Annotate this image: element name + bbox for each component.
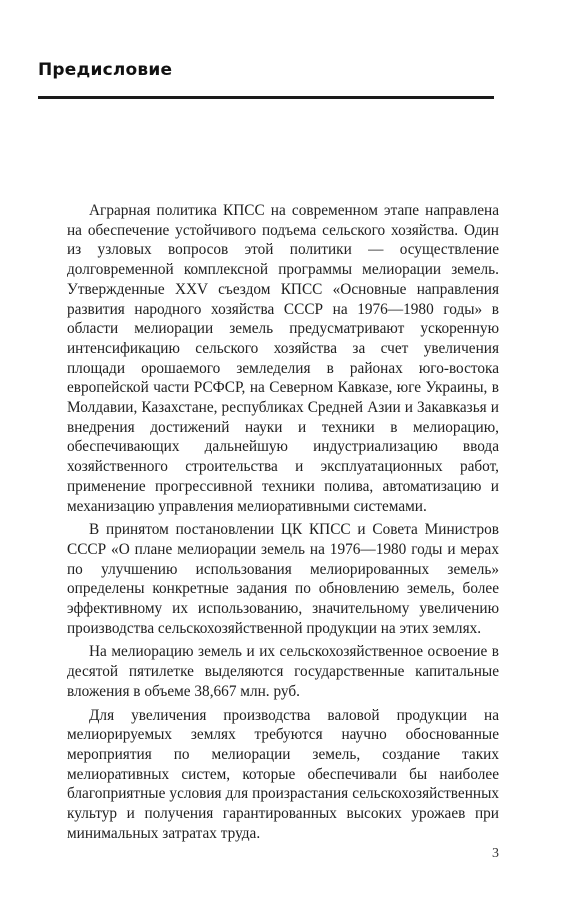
section-heading: Предисловие — [38, 60, 173, 80]
page-number: 3 — [492, 846, 499, 861]
paragraph-1: Аграрная политика КПСС на современном этапе направлена на обеспечение устойчивого подъема сельского хозяйства. Один из узловых вопросов этой политики — осуществление долговременной комплексной программы мелиорации земель. Утвержденные XXV съездом КПСС «Основные направления развития народного хозяйства СССР на 1976—1980 годы» в области мелиорации земель предусматривают ускоренную интенсификацию сельского хозяйства за счет увеличения площади орошаемого земледелия в районах юго-востока европейской части РСФСР, на Северном Кавказе, юге Украины, в Молдавии, Казахстане, республиках Средней Азии и Закавказья и внедрения достижений науки и техники в мелиорацию, обеспечивающих дальнейшую индустриализацию ввода хозяйственного строительства и эксплуатационных работ, применение прогрессивной техники полива, автоматизацию и механизацию управления мелиоративными системами. — [67, 202, 499, 515]
body-text — [67, 201, 499, 848]
paragraph-4: Для увеличения производства валовой продукции на мелиорируемых землях требуются научно обоснованные мероприятия по мелиорации земель, создание таких мелиоративных систем, которые обеспечивали бы наиболее благоприятные условия для произрастания сельскохозяйственных культур и получения гарантированных высоких урожаев при минимальных затратах труда. — [67, 706, 499, 842]
heading-underline — [38, 96, 494, 99]
paragraph-3: На мелиорацию земель и их сельскохозяйственное освоение в десятой пятилетке выделяются государственные капитальные вложения в объеме 38,667 млн. руб. — [67, 643, 499, 700]
paragraph-2: В принятом постановлении ЦК КПСС и Совета Министров СССР «О плане мелиорации земель на 1976—1980 годы и мерах по улучшению использования мелиорированных земель» определены конкретные задания по обновлению земель, более эффективному их использованию, значительному увеличению производства сельскохозяйственной продукции на этих землях. — [67, 521, 499, 637]
